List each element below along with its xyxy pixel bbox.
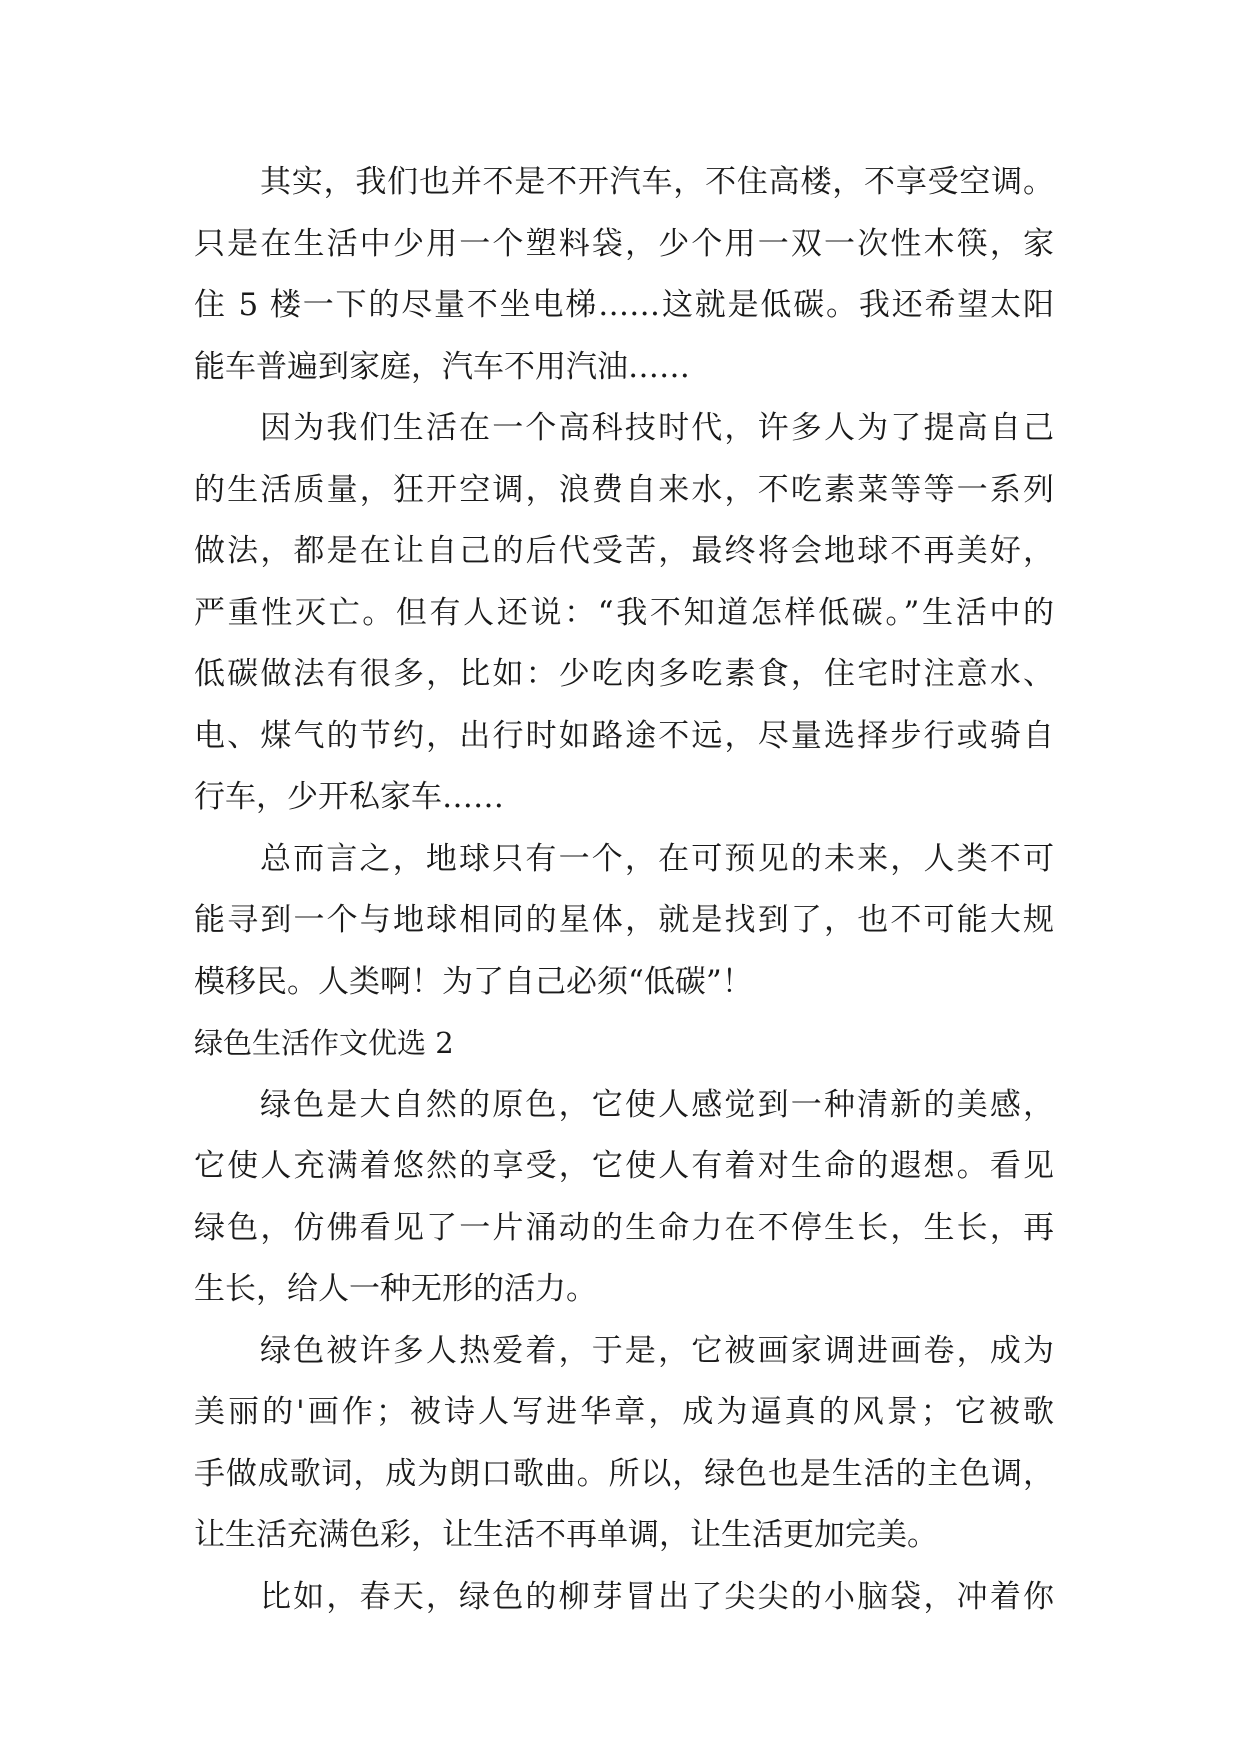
text-line: 行车，少开私家车…… — [194, 779, 504, 815]
text-line: 绿色，仿佛看见了一片涌动的生命力在不停生长，生长，再 — [194, 1209, 1054, 1246]
paragraph — [194, 1321, 1054, 1567]
text-line: 模移民。人类啊！为了自己必须“低碳”！ — [194, 963, 753, 1000]
text-line: 绿色是大自然的原色，它使人感觉到一种清新的美感， — [260, 1086, 1054, 1123]
text-line: 做法，都是在让自己的后代受苦，最终将会地球不再美好， — [194, 533, 1054, 569]
text-line: 让生活充满色彩，让生活不再单调，让生活更加完美。 — [194, 1517, 938, 1553]
text-line: 它使人充满着悠然的享受，它使人有着对生命的遐想。看见 — [194, 1148, 1054, 1184]
document-body — [194, 152, 1054, 1628]
text-line: 其实，我们也并不是不开汽车，不住高楼，不享受空调。 — [260, 164, 1054, 200]
paragraph — [194, 1567, 1054, 1629]
paragraph — [194, 398, 1054, 829]
text-line: 能寻到一个与地球相同的星体，就是找到了，也不可能大规 — [194, 902, 1054, 938]
paragraph — [194, 1075, 1054, 1321]
paragraph — [194, 152, 1054, 398]
text-line: 美丽的'画作；被诗人写进华章，成为逼真的风景；它被歌 — [194, 1394, 1054, 1430]
text-line: 电、煤气的节约，出行时如路途不远，尽量选择步行或骑自 — [194, 717, 1054, 754]
text-line: 住 5 楼一下的尽量不坐电梯……这就是低碳。我还希望太阳 — [194, 287, 1054, 323]
text-line: 手做成歌词，成为朗口歌曲。所以，绿色也是生活的主色调， — [194, 1455, 1054, 1492]
text-line: 绿色被许多人热爱着，于是，它被画家调进画卷，成为 — [260, 1332, 1054, 1369]
section-heading: 绿色生活作文优选 2 — [194, 1026, 454, 1060]
text-line: 生长，给人一种无形的活力。 — [194, 1271, 597, 1307]
text-line: 的生活质量，狂开空调，浪费自来水，不吃素菜等等一系列 — [194, 471, 1054, 508]
text-line: 严重性灭亡。但有人还说：“我不知道怎样低碳。”生活中的 — [194, 594, 1054, 631]
text-line: 因为我们生活在一个高科技时代，许多人为了提高自己 — [260, 410, 1054, 446]
text-line: 总而言之，地球只有一个，在可预见的未来，人类不可 — [260, 840, 1054, 877]
text-line: 只是在生活中少用一个塑料袋，少个用一双一次性木筷，家 — [194, 225, 1054, 262]
paragraph — [194, 829, 1054, 1014]
text-line: 低碳做法有很多，比如：少吃肉多吃素食，住宅时注意水、 — [194, 656, 1054, 692]
text-line: 比如，春天，绿色的柳芽冒出了尖尖的小脑袋，冲着你 — [260, 1578, 1054, 1615]
text-line: 能车普遍到家庭，汽车不用汽油…… — [194, 348, 690, 385]
